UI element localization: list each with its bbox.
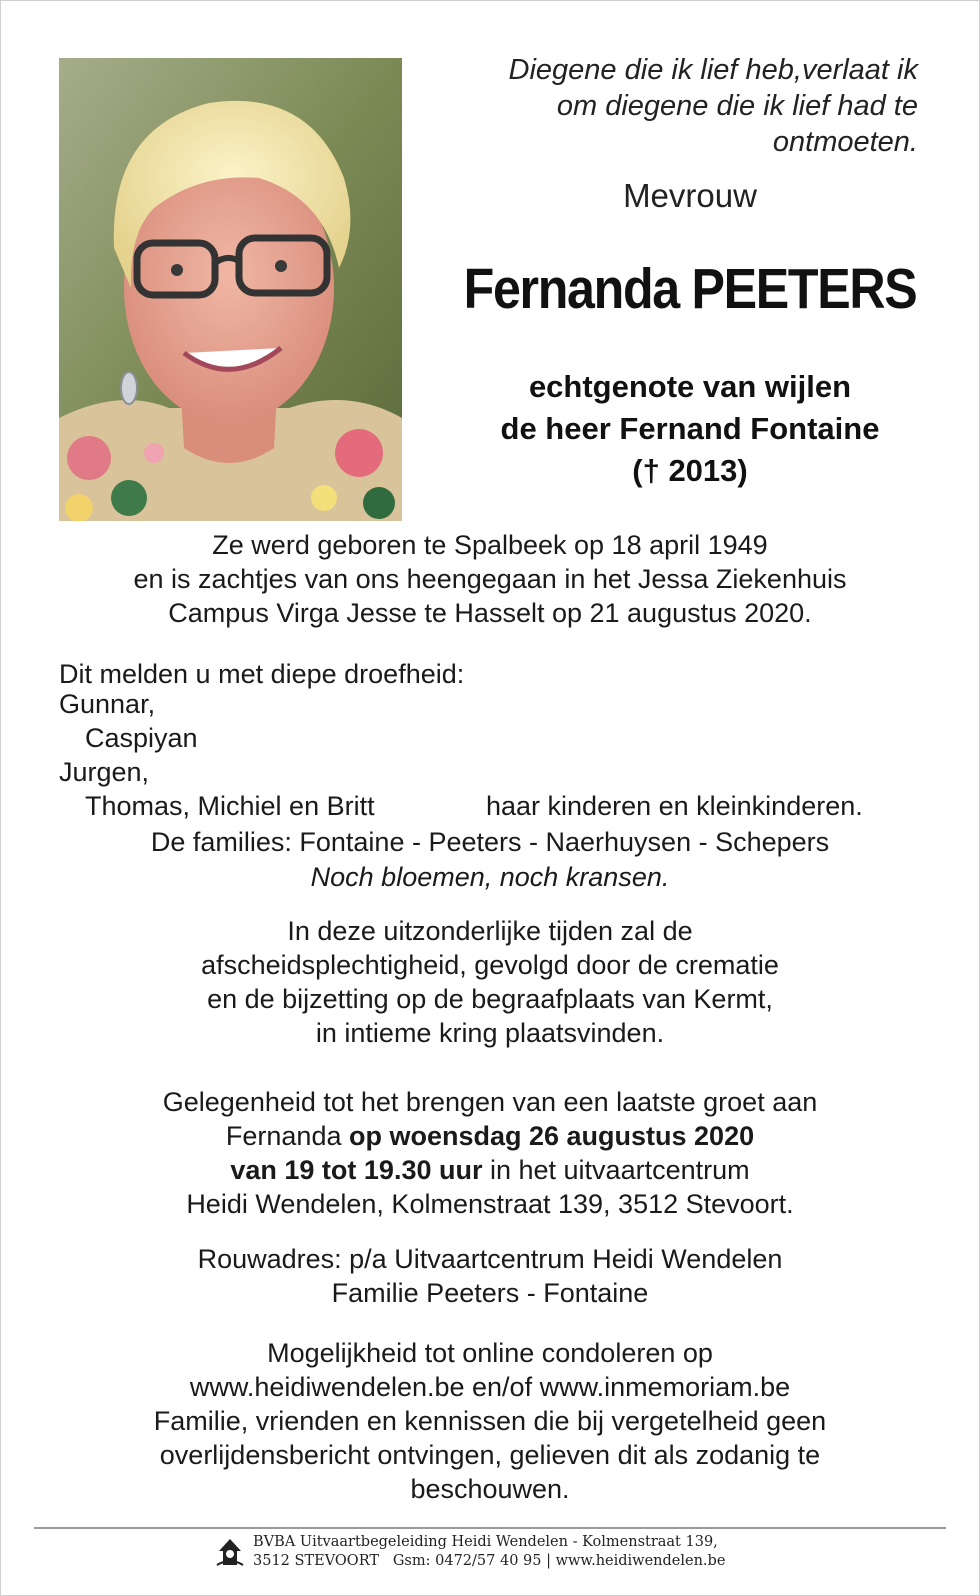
grandchild-names: Caspiyan xyxy=(85,723,198,753)
footer-line: BVBA Uitvaartbegeleiding Heidi Wendelen - Kolmenstraat 139, xyxy=(253,1534,718,1550)
child-name: Jurgen, xyxy=(59,757,150,787)
no-flowers-note: Noch bloemen, noch kransen. xyxy=(310,862,670,892)
ceremony-line: afscheidsplechtigheid, gevolgd door de crematie xyxy=(201,950,779,980)
visitation-name: Fernanda xyxy=(225,1121,349,1151)
condolence-line: overlijdensbericht ontvingen, gelieven dit als zodanig te xyxy=(159,1440,821,1470)
footer-line: 3512 STEVOORT Gsm: 0472/57 40 95 | www.heidiwendelen.be xyxy=(253,1553,726,1569)
condolence-line: Familie, vrienden en kennissen die bij vergetelheid geen xyxy=(153,1406,827,1436)
spouse-line: († 2013) xyxy=(632,453,748,488)
child-name: Gunnar, xyxy=(59,689,156,719)
death-place-line: Campus Virga Jesse te Hasselt op 21 augustus 2020. xyxy=(168,598,812,628)
visitation-time: van 19 tot 19.30 uur xyxy=(230,1155,483,1185)
families-line: De families: Fontaine - Peeters - Naerhuysen - Schepers xyxy=(150,827,830,857)
condolence-line: beschouwen. xyxy=(410,1474,570,1504)
ceremony-info xyxy=(20,914,960,1050)
address-line: Rouwadres: p/a Uitvaartcentrum Heidi Wendelen xyxy=(197,1244,783,1274)
visitation-line xyxy=(20,1119,960,1153)
opening-quote xyxy=(438,52,918,160)
visitation-address: Heidi Wendelen, Kolmenstraat 139, 3512 Stevoort. xyxy=(186,1189,794,1219)
grandchild-names: Thomas, Michiel en Britt xyxy=(85,791,375,821)
footer-divider xyxy=(34,1527,946,1529)
condolence-links: www.heidiwendelen.be en/of www.inmemoriam.be xyxy=(189,1372,791,1402)
portrait-illustration xyxy=(59,58,402,521)
funeral-home-logo-icon xyxy=(215,1535,245,1569)
condolence-info xyxy=(20,1336,960,1506)
visitation-date: op woensdag 26 augustus 2020 xyxy=(348,1121,755,1151)
address-line: Familie Peeters - Fontaine xyxy=(331,1278,649,1308)
spouse-line: echtgenote van wijlen xyxy=(528,369,852,404)
funeral-home-footer xyxy=(215,1533,725,1571)
relation-label: haar kinderen en kleinkinderen. xyxy=(486,791,863,821)
ceremony-line: en de bijzetting op de begraafplaats van Kermt, xyxy=(207,984,773,1014)
quote-line: om diegene die ik lief had te xyxy=(556,90,918,122)
death-line: en is zachtjes van ons heengegaan in het Jessa Ziekenhuis xyxy=(133,564,847,594)
visitation-line xyxy=(20,1153,960,1187)
condolence-line: Mogelijkheid tot online condoleren op xyxy=(267,1338,713,1368)
spouse-line: de heer Fernand Fontaine xyxy=(500,411,880,446)
ceremony-line: in intieme kring plaatsvinden. xyxy=(315,1018,665,1048)
visitation-line: Gelegenheid tot het brengen van een laatste groet aan xyxy=(162,1087,818,1117)
visitation-info xyxy=(20,1085,960,1221)
footer-text xyxy=(253,1533,725,1571)
mourning-address xyxy=(20,1242,960,1310)
ceremony-line: In deze uitzonderlijke tijden zal de xyxy=(287,916,693,946)
quote-line: Diegene die ik lief heb,verlaat ik xyxy=(508,54,918,86)
birth-line: Ze werd geboren te Spalbeek op 18 april 1949 xyxy=(212,530,768,560)
birth-death-info xyxy=(30,528,950,630)
portrait-photo xyxy=(59,58,402,521)
salutation: Mevrouw xyxy=(623,177,757,214)
announcement-intro: Dit melden u met diepe droefheid: xyxy=(59,659,465,689)
deceased-name: Fernanda PEETERS xyxy=(463,257,917,321)
quote-line: ontmoeten. xyxy=(772,126,918,158)
visitation-venue: in het uitvaartcentrum xyxy=(482,1155,750,1185)
spouse-info xyxy=(420,366,960,492)
